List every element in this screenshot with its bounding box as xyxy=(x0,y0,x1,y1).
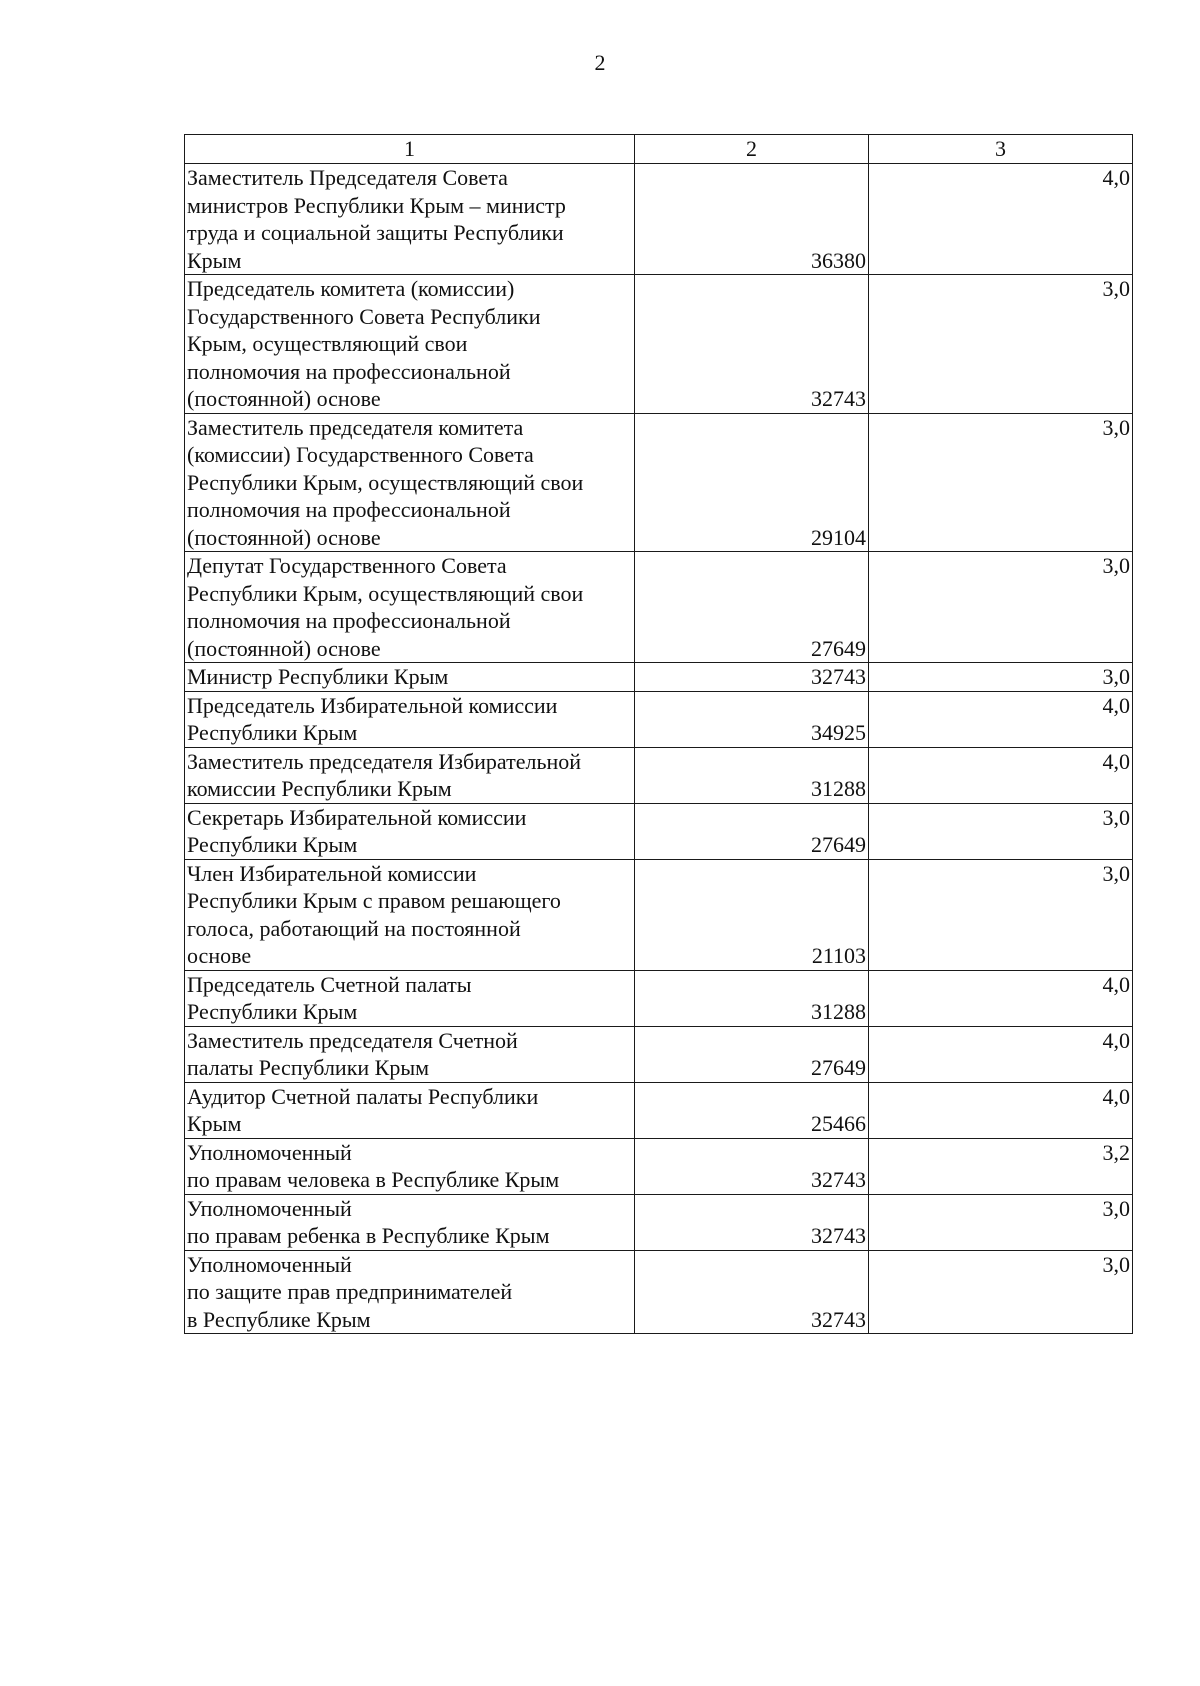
salary-cell: 32743 xyxy=(635,1138,869,1194)
coefficient-cell: 3,0 xyxy=(869,552,1133,663)
table-row xyxy=(185,803,1133,859)
salary-cell: 21103 xyxy=(635,859,869,970)
salary-cell: 27649 xyxy=(635,803,869,859)
position-cell: Аудитор Счетной палаты Республики Крым xyxy=(185,1082,635,1138)
coefficient-cell: 3,0 xyxy=(869,413,1133,552)
position-cell: Заместитель председателя Избирательной комиссии Республики Крым xyxy=(185,747,635,803)
table-row xyxy=(185,1250,1133,1334)
salary-cell: 34925 xyxy=(635,691,869,747)
table-row xyxy=(185,747,1133,803)
salary-cell: 32743 xyxy=(635,1250,869,1334)
position-cell: Уполномоченный по правам ребенка в Республике Крым xyxy=(185,1194,635,1250)
salary-cell: 32743 xyxy=(635,663,869,692)
position-cell: Уполномоченный по правам человека в Республике Крым xyxy=(185,1138,635,1194)
table-row xyxy=(185,663,1133,692)
position-cell: Заместитель председателя комитета (комиссии) Государственного Совета Республики Крым, осуществляющий свои полномочия на профессиональной (постоянной) основе xyxy=(185,413,635,552)
position-cell: Председатель Избирательной комиссии Республики Крым xyxy=(185,691,635,747)
salary-cell: 29104 xyxy=(635,413,869,552)
position-cell: Заместитель председателя Счетной палаты Республики Крым xyxy=(185,1026,635,1082)
table-row xyxy=(185,1082,1133,1138)
coefficient-cell: 3,2 xyxy=(869,1138,1133,1194)
coefficient-cell: 4,0 xyxy=(869,164,1133,275)
table-row xyxy=(185,1138,1133,1194)
coefficient-cell: 4,0 xyxy=(869,1082,1133,1138)
salary-cell: 27649 xyxy=(635,552,869,663)
coefficient-cell: 3,0 xyxy=(869,663,1133,692)
salary-cell: 32743 xyxy=(635,275,869,414)
table-row xyxy=(185,413,1133,552)
table-body xyxy=(185,164,1133,1334)
position-cell: Председатель Счетной палаты Республики Крым xyxy=(185,970,635,1026)
coefficient-cell: 4,0 xyxy=(869,691,1133,747)
table-row xyxy=(185,1194,1133,1250)
header-col-3: 3 xyxy=(869,135,1133,164)
coefficient-cell: 3,0 xyxy=(869,1250,1133,1334)
position-cell: Секретарь Избирательной комиссии Республики Крым xyxy=(185,803,635,859)
coefficient-cell: 4,0 xyxy=(869,747,1133,803)
header-col-1: 1 xyxy=(185,135,635,164)
table-row xyxy=(185,1026,1133,1082)
coefficient-cell: 4,0 xyxy=(869,1026,1133,1082)
salary-cell: 36380 xyxy=(635,164,869,275)
position-cell: Министр Республики Крым xyxy=(185,663,635,692)
table-header xyxy=(185,135,1133,164)
header-col-2: 2 xyxy=(635,135,869,164)
coefficient-cell: 3,0 xyxy=(869,859,1133,970)
header-row xyxy=(185,135,1133,164)
salary-table xyxy=(184,134,1133,1334)
position-cell: Депутат Государственного Совета Республики Крым, осуществляющий свои полномочия на профессиональной (постоянной) основе xyxy=(185,552,635,663)
coefficient-cell: 3,0 xyxy=(869,803,1133,859)
salary-cell: 27649 xyxy=(635,1026,869,1082)
coefficient-cell: 3,0 xyxy=(869,1194,1133,1250)
table-row xyxy=(185,552,1133,663)
position-cell: Заместитель Председателя Совета министров Республики Крым – министр труда и социальной защиты Республики Крым xyxy=(185,164,635,275)
salary-cell: 31288 xyxy=(635,970,869,1026)
coefficient-cell: 3,0 xyxy=(869,275,1133,414)
salary-cell: 32743 xyxy=(635,1194,869,1250)
salary-cell: 31288 xyxy=(635,747,869,803)
table-row xyxy=(185,275,1133,414)
table-row xyxy=(185,859,1133,970)
position-cell: Уполномоченный по защите прав предпринимателей в Республике Крым xyxy=(185,1250,635,1334)
salary-cell: 25466 xyxy=(635,1082,869,1138)
table-row xyxy=(185,164,1133,275)
coefficient-cell: 4,0 xyxy=(869,970,1133,1026)
table-row xyxy=(185,691,1133,747)
page-number: 2 xyxy=(594,50,606,75)
position-cell: Председатель комитета (комиссии) Государственного Совета Республики Крым, осуществляющий свои полномочия на профессиональной (постоянной) основе xyxy=(185,275,635,414)
table-row xyxy=(185,970,1133,1026)
position-cell: Член Избирательной комиссии Республики Крым с правом решающего голоса, работающий на постоянной основе xyxy=(185,859,635,970)
